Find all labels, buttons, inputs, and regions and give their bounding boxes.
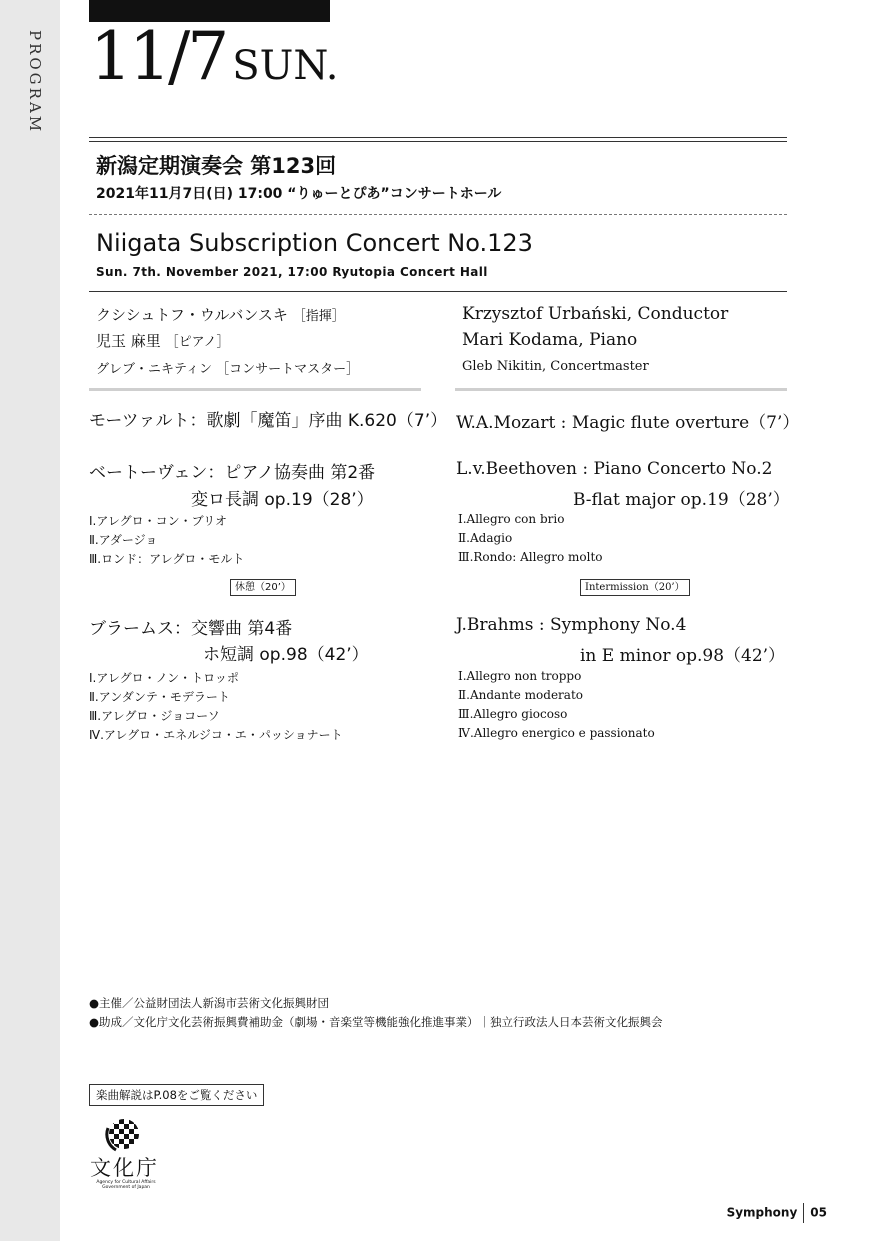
piece-beethoven-jp: ベートーヴェン：ピアノ協奏曲 第2番 — [89, 463, 376, 483]
intermission-en: Intermission（20’） — [580, 579, 690, 596]
concert-subtitle-en: Sun. 7th. November 2021, 17:00 Ryutopia Concert Hall — [96, 265, 488, 279]
piece-brahms-en-key: in E minor op.98（42’） — [580, 646, 786, 666]
concert-date — [90, 18, 339, 95]
piece-beethoven-en-key: B-flat major op.19（28’） — [573, 490, 790, 510]
piece-brahms-en: J.Brahms : Symphony No.4 — [456, 615, 687, 635]
grant-note: ●助成／文化庁文化芸術振興費補助金（劇場・音楽堂等機能強化推進事業）｜独立行政法人日本芸術文化振興会 — [89, 1015, 663, 1029]
performer-name: グレブ・ニキティン — [96, 362, 212, 377]
performer-en: Mari Kodama, Piano — [462, 330, 638, 350]
movement-en: Ⅱ.Andante moderato — [458, 688, 583, 702]
performer-en: Krzysztof Urbański, Conductor — [462, 304, 729, 324]
performer-role: ［ピアノ］ — [165, 335, 230, 350]
movement-jp: Ⅰ.アレグロ・ノン・トロッポ — [89, 671, 239, 685]
movement-jp: Ⅲ.アレグロ・ジョコーソ — [89, 709, 220, 723]
dashed-divider — [89, 214, 787, 215]
piece-brahms-jp-key: ホ短調 op.98（42’） — [203, 645, 369, 665]
gray-divider — [455, 388, 787, 391]
movement-en: Ⅱ.Adagio — [458, 531, 513, 545]
gray-divider — [89, 388, 421, 391]
page-footer — [727, 1203, 827, 1223]
movement-jp: Ⅱ.アンダンテ・モデラート — [89, 690, 230, 704]
footer-section: Symphony — [726, 1205, 798, 1220]
date-day: 11/7 — [90, 18, 227, 95]
movement-jp: Ⅰ.アレグロ・コン・ブリオ — [89, 514, 228, 528]
movement-jp: Ⅱ.アダージョ — [89, 533, 158, 547]
movement-en: Ⅰ.Allegro non troppo — [458, 669, 582, 683]
logo-text: 文化庁 — [90, 1156, 159, 1180]
reference-note: 楽曲解説はP.08をご覧ください — [89, 1084, 264, 1106]
movement-en: Ⅲ.Allegro giocoso — [458, 707, 568, 721]
concert-title-en: Niigata Subscription Concert No.123 — [96, 229, 533, 257]
performer-jp — [96, 330, 230, 351]
performer-role: ［コンサートマスター］ — [216, 362, 360, 377]
performer-jp — [96, 358, 359, 377]
movement-en: Ⅳ.Allegro energico e passionato — [458, 726, 655, 740]
performer-name: クシシュトフ・ウルバンスキ — [96, 306, 288, 324]
date-weekday: SUN. — [232, 43, 339, 89]
piece-mozart-jp: モーツァルト：歌劇「魔笛」序曲 K.620（7’） — [89, 411, 448, 431]
performer-name: 児玉 麻里 — [96, 332, 161, 350]
movement-en: Ⅰ.Allegro con brio — [458, 512, 565, 526]
sidebar-label: PROGRAM — [26, 30, 44, 135]
piece-beethoven-jp-key: 変ロ長調 op.19（28’） — [191, 490, 374, 510]
divider — [89, 141, 787, 142]
movement-en: Ⅲ.Rondo: Allegro molto — [458, 550, 603, 564]
movement-jp: Ⅲ.ロンド：アレグロ・モルト — [89, 552, 245, 566]
footer-separator — [803, 1203, 804, 1223]
intermission-jp: 休憩（20’） — [230, 579, 296, 596]
performer-jp — [96, 304, 345, 325]
piece-mozart-en: W.A.Mozart : Magic flute overture（7’） — [456, 413, 800, 433]
logo-subtext: Agency for Cultural Affairs Government of Japan — [96, 1180, 156, 1190]
agency-logo — [86, 1116, 166, 1194]
concert-title-jp: 新潟定期演奏会 第123回 — [96, 154, 337, 178]
divider — [89, 291, 787, 292]
sidebar — [0, 0, 60, 1241]
piece-beethoven-en: L.v.Beethoven : Piano Concerto No.2 — [456, 459, 773, 479]
performer-en: Gleb Nikitin, Concertmaster — [462, 359, 649, 374]
divider — [89, 137, 787, 138]
piece-brahms-jp: ブラームス：交響曲 第4番 — [89, 619, 293, 639]
concert-subtitle-jp: 2021年11月7日(日) 17:00 “りゅーとぴあ”コンサートホール — [96, 186, 502, 202]
movement-jp: Ⅳ.アレグロ・エネルジコ・エ・パッショナート — [89, 728, 343, 742]
performer-role: ［指揮］ — [292, 309, 345, 324]
page-number: 05 — [810, 1205, 827, 1220]
organizer-note: ●主催／公益財団法人新潟市芸術文化振興財団 — [89, 996, 330, 1010]
